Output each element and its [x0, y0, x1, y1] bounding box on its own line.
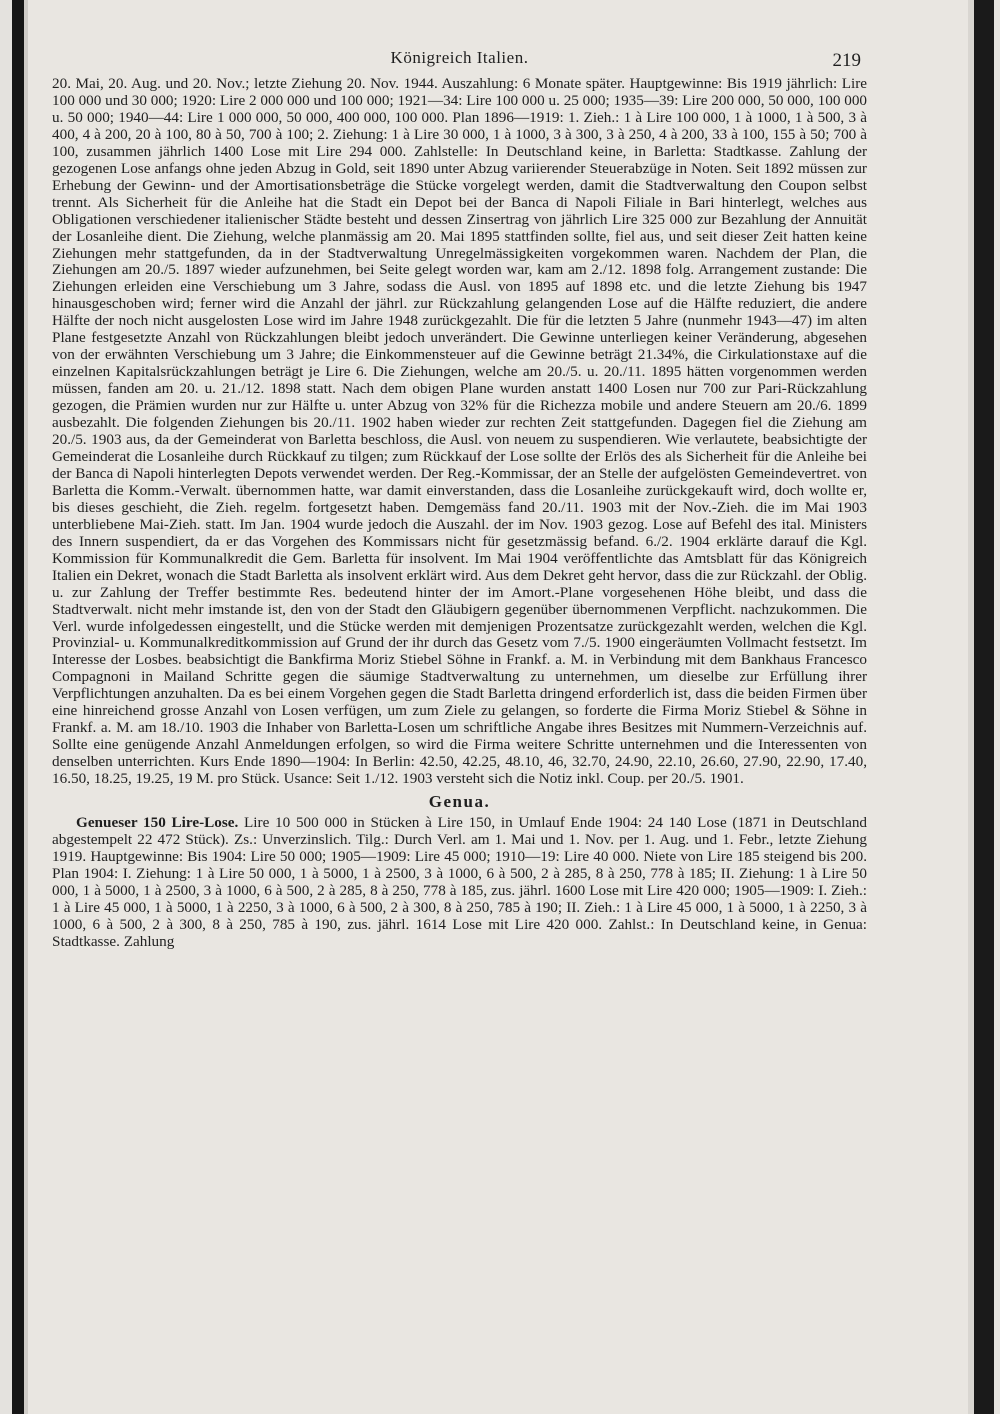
section-heading-genua: Genua. — [428, 792, 491, 812]
page-number: 219 — [832, 50, 861, 71]
running-title: Königreich Italien. — [390, 48, 529, 67]
paragraph-barletta: 20. Mai, 20. Aug. und 20. Nov.; letzte Ziehung 20. Nov. 1944. Auszahlung: 6 Monate später. Hauptgewinne: Bis 1919 jährlich: Lire 100 000 und 30 000; 1920: Lire 2 000 000 und 100 000; 1921—34: Lire 100 000 u. 25 000; 1935—39: Lire 200 000, 50 000, 100 000 u. 50 000; 1940—44: Lire 1 000 000, 50 000, 400 000, 100 000. Plan 1896—1919: 1. Zieh.: 1 à Lire 100 000, 1 à 1000, 1 à 500, 3 à 400, 4 à 200, 20 à 100, 80 à 50, 700 à 100; 2. Ziehung: 1 à Lire 30 000, 1 à 1000, 3 à 300, 3 à 250, 4 à 200, 33 à 100, 155 à 50; 700 à 100, zusammen jährlich 1400 Lose mit Lire 294 000. Zahlstelle: In Deutschland keine, in Barletta: Stadtkasse. Zahlung der gezogenen Lose anfangs ohne jeden Abzug in Gold, seit 1890 unter Abzug variierender Steuerabzüge in Noten. Seit 1892 müssen zur Erhebung der Gewinn- und der Amortisationsbeträge die Stücke vorgelegt werden, damit die Stadtverwaltung den Coupon selbst trennt. Als Sicherheit für die Anleihe hat die Stadt ein Depot bei der Banca di Napoli Filiale in Bari hinterlegt, welches aus Obligationen verschiedener italienischer Städte besteht und dessen Zinsertrag von jährlich Lire 325 000 zur Bezahlung der Annuität der Losanleihe dient. Die Ziehung, welche planmässig am 20. Mai 1895 stattfinden sollte, fiel aus, und seit dieser Zeit hatten keine Ziehungen mehr stattgefunden, da in der Stadtverwaltung Unregelmässigkeiten vorgekommen waren. Nachdem der Plan, die Ziehungen am 20./5. 1897 wieder aufzunehmen, bei Seite gelegt worden war, kam am 2./12. 1898 folg. Arrangement zustande: Die Ziehungen erleiden eine Verschiebung um 3 Jahre, sodass die Ausl. von 1895 auf 1898 etc. und die letzte Ziehung bis 1947 hinausgeschoben wird; ferner wird die Anzahl der jährl. zur Rückzahlung gelangenden Lose auf die Hälfte reduziert, die andere Hälfte der noch nicht ausgelosten Lose wird im Jahre 1948 zurückgezahlt. Die für die letzten 5 Jahre (nunmehr 1943—47) im alten Plane festgesetzte Anzahl von Rückzahlungen bleibt jedoch unverändert. Die Gewinne unterliegen keiner Veränderung, abgesehen von der erwähnten Verschiebung um 3 Jahre; die Einkommensteuer auf die Gewinne beträgt 21.34%, die Cirkulationstaxe auf die einzelnen Kapitalsrückzahlungen beträgt je Lire 6. Die Ziehungen, welche am 20./5. u. 20./11. 1895 hätten vorgenommen werden müssen, fanden am 20. u. 21./12. 1898 statt. Nach dem obigen Plane wurden anstatt 1400 Losen nur 700 zur Pari-Rückzahlung gezogen, die Prämien wurden nur zur Hälfte u. unter Abzug von 32% für die Richezza mobile und andere Steuern am 20./6. 1899 ausbezahlt. Die folgenden Ziehungen bis 20./11. 1902 haben wieder zur rechten Zeit stattgefunden. Dagegen fiel die Ziehung am 20./5. 1903 aus, da der Gemeinderat von Barletta beschloss, die Ausl. von neuem zu suspendieren. Wie verlautete, beabsichtigte der Gemeinderat die Losanleihe durch Rückkauf zu tilgen; zum Rückkauf der Lose sollte der Erlös des als Sicherheit für die Anleihe bei der Banca di Napoli hinterlegten Depots verwendet werden. Der Reg.-Kommissar, der an Stelle der aufgelösten Gemeindevertret. von Barletta die Komm.-Verwalt. übernommen hatte, war damit einverstanden, dass die Losanleihe zurückgekauft wird, doch wollte er, bis dieses geschieht, die Zieh. regelm. fortgesetzt haben. Demgemäss fand 20./11. 1903 mit der Nov.-Zieh. die im Mai 1903 unterbliebene Mai-Zieh. statt. Im Jan. 1904 wurde jedoch die Auszahl. der im Nov. 1903 gezog. Lose auf Befehl des ital. Ministers des Innern suspendiert, da er das Vorgehen des Kommissars nicht für gesetzmässig befand. 6./2. 1904 erklärte darauf die Kgl. Kommission für Kommunalkredit die Gem. Barletta für insolvent. Im Mai 1904 veröffentlichte das Amtsblatt für das Königreich Italien ein Dekret, wonach die Stadt Barletta als insolvent erklärt wird. Aus dem Dekret geht hervor, dass die zur Rückzahl. der Oblig. u. zur Zahlung der Treffer bestimmte Res. bedeutend hinter der im Amort.-Plane vorgesehenen Höhe bleibt, und dass die Stadtverwalt. nicht mehr imstande ist, den von der Stadt den Gläubigern gegenüber übernommenen Verpflicht. nachzukommen. Die Verl. wurde infolgedessen eingestellt, und die Stücke werden mit demjenigen Prozentsatze zurückgezahlt werden, welchen die Kgl. Provinzial- u. Kommunalkreditkommission auf Grund der ihr durch das Gesetz vom 7./5. 1900 eingeräumten Vollmacht festsetzt. Im Interesse der Losbes. beabsichtigt die Bankfirma Moriz Stiebel Söhne in Frankf. a. M. in Verbindung mit dem Bankhaus Francesco Compagnoni in Mailand Schritte gegen die säumige Stadtverwaltung zu unternehmen, um dieselbe zur Erfüllung ihrer Verpflichtungen anzuhalten. Da es bei einem Vorgehen gegen die Stadt Barletta dringend erforderlich ist, dass die beiden Firmen über eine hinreichend grosse Anzahl von Losen verfügen, um zum Ziele zu gelangen, so forderte die Firma Moriz Stiebel & Söhne in Frankf. a. M. am 18./10. 1903 die Inhaber von Barletta-Losen um schriftliche Angabe ihres Besitzes mit Nummern-Verzeichnis auf. Sollte eine genügende Anzahl Anmeldungen erfolgen, so wird die Firma weitere Schritte unternehmen und die Interessenten von denselben unterrichten. Kurs Ende 1890—1904: In Berlin: 42.50, 42.25, 48.10, 46, 32.70, 24.90, 22.10, 26.60, 27.90, 22.90, 17.40, 16.50, 18.25, 19.25, 19 M. pro Stück. Usance: Seit 1./12. 1903 versteht sich die Notiz inkl. Coup. per 20./5. 1901. — [52, 75, 868, 788]
page-edge-left — [0, 0, 28, 1414]
page — [52, 40, 867, 1380]
page-edge-right — [968, 0, 1000, 1414]
paragraph-genua — [52, 815, 867, 951]
running-head — [52, 40, 867, 76]
entry-title: Genueser 150 Lire-Lose. — [76, 813, 239, 831]
body-text — [52, 76, 867, 951]
entry-text: Lire 10 500 000 in Stücken à Lire 150, in Umlauf Ende 1904: 24 140 Lose (1871 in Deutschland abgestempelt 22 472 Stück). Zs.: Unverzinslich. Tilg.: Durch Verl. am 1. Mai und 1. Nov. per 1. Aug. und 1. Febr., letzte Ziehung 1919. Hauptgewinne: Bis 1904: Lire 50 000; 1905—1909: Lire 45 000; 1910—19: Lire 40 000. Niete von Lire 185 steigend bis 200. Plan 1904: I. Ziehung: 1 à Lire 50 000, 1 à 5000, 1 à 2500, 3 à 1000, 6 à 500, 2 à 285, 8 à 250, 778 à 185; II. Ziehung: 1 à Lire 50 000, 1 à 5000, 1 à 2500, 3 à 1000, 6 à 500, 2 à 285, 8 à 250, 778 à 185, zus. jährl. 1600 Lose mit Lire 420 000; 1905—1909: I. Zieh.: 1 à Lire 45 000, 1 à 5000, 1 à 2250, 3 à 1000, 6 à 500, 2 à 300, 8 à 250, 785 à 190; II. Zieh.: 1 à Lire 45 000, 1 à 5000, 1 à 2250, 3 à 1000, 6 à 500, 2 à 300, 8 à 250, 785 à 190, zus. jährl. 1614 Lose mit Lire 420 000. Zahlst.: In Deutschland keine, in Genua: Stadtkasse. Zahlung — [52, 813, 868, 950]
